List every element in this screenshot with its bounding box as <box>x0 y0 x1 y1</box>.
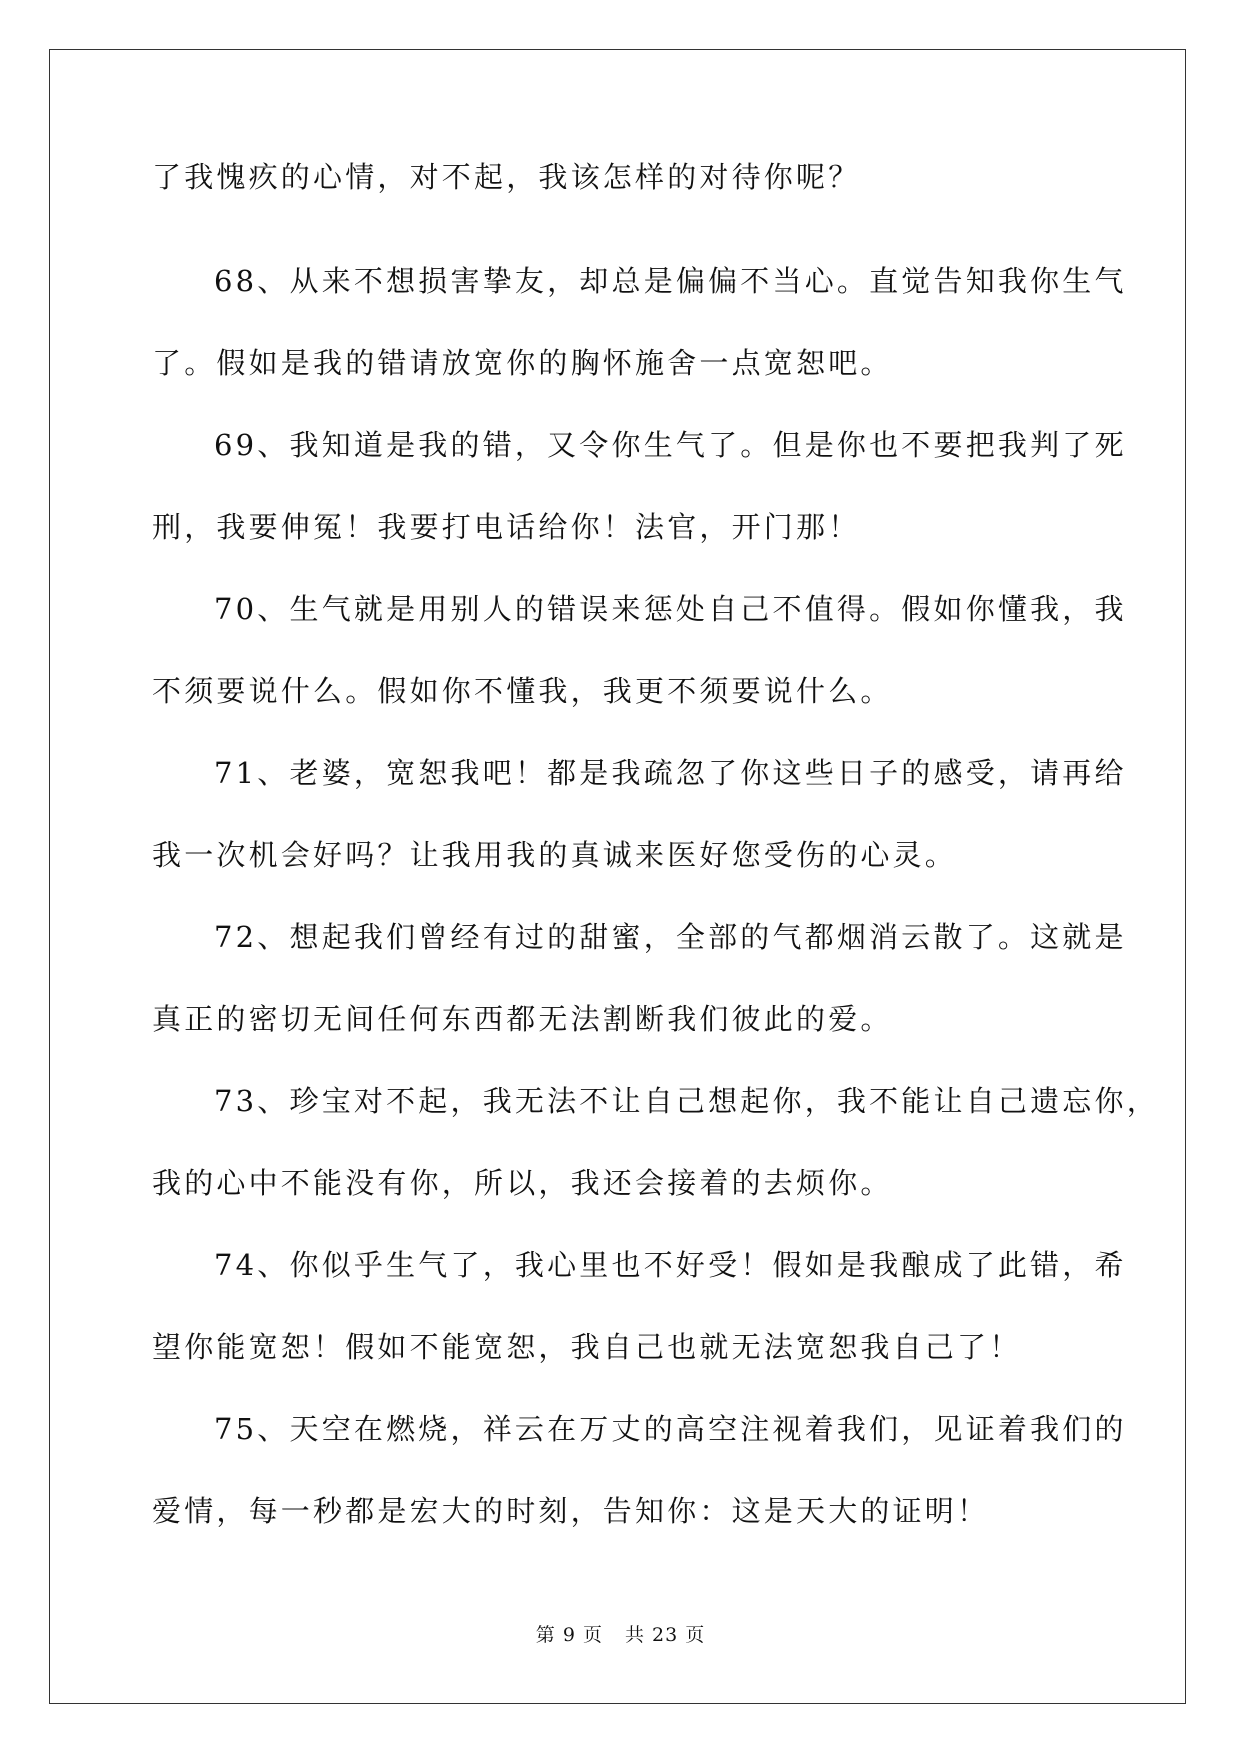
text-line-item-68: 68、从来不想损害挚友，却总是偏偏不当心。直觉告知我你生气 <box>214 264 1127 298</box>
text-line: 我的心中不能没有你，所以，我还会接着的去烦你。 <box>152 1166 893 1200</box>
text-line-item-74: 74、你似乎生气了，我心里也不好受！假如是我酿成了此错，希 <box>214 1248 1127 1282</box>
document-body <box>152 158 1159 1552</box>
page-number: 第 9 页 <box>535 1624 603 1646</box>
text-line-item-71: 71、老婆，宽恕我吧！都是我疏忽了你这些日子的感受，请再给 <box>214 756 1127 790</box>
text-line-item-72: 72、想起我们曾经有过的甜蜜，全部的气都烟消云散了。这就是 <box>214 920 1127 954</box>
text-line-item-73: 73、珍宝对不起，我无法不让自己想起你，我不能让自己遗忘你， <box>214 1084 1159 1118</box>
text-line: 不须要说什么。假如你不懂我，我更不须要说什么。 <box>152 674 893 708</box>
page-total: 共 23 页 <box>624 1624 706 1646</box>
text-line: 望你能宽恕！假如不能宽恕，我自己也就无法宽恕我自己了！ <box>152 1330 1022 1364</box>
text-line: 了。假如是我的错请放宽你的胸怀施舍一点宽恕吧。 <box>152 346 893 380</box>
text-line: 刑，我要伸冤！我要打电话给你！法官，开门那！ <box>152 510 861 544</box>
text-line: 真正的密切无间任何东西都无法割断我们彼此的爱。 <box>152 1002 893 1036</box>
text-line: 了我愧疚的心情，对不起，我该怎样的对待你呢？ <box>152 160 861 194</box>
page-footer <box>0 1620 1241 1647</box>
text-line-item-75: 75、天空在燃烧，祥云在万丈的高空注视着我们，见证着我们的 <box>214 1412 1127 1446</box>
text-line: 爱情，每一秒都是宏大的时刻，告知你：这是天大的证明！ <box>152 1494 990 1528</box>
text-line-item-70: 70、生气就是用别人的错误来惩处自己不值得。假如你懂我，我 <box>214 592 1127 626</box>
text-line-item-69: 69、我知道是我的错，又令你生气了。但是你也不要把我判了死 <box>214 428 1127 462</box>
text-line: 我一次机会好吗？让我用我的真诚来医好您受伤的心灵。 <box>152 838 958 872</box>
